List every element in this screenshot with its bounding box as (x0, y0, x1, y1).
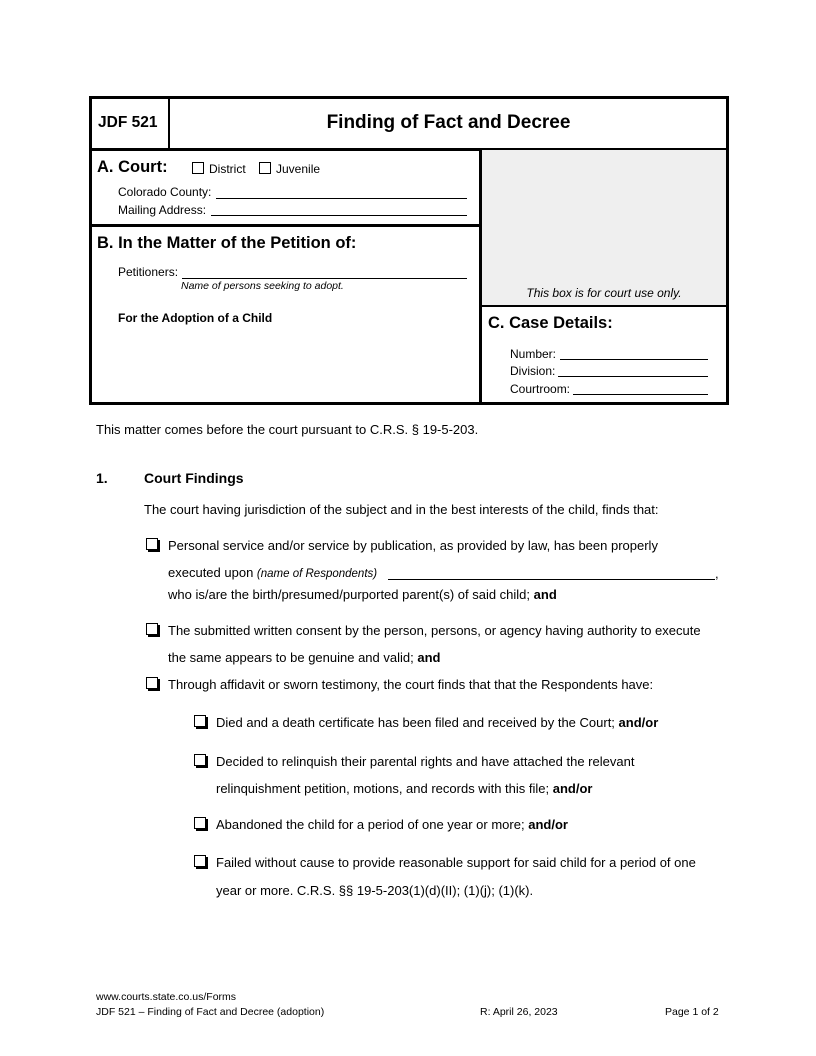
petitioners-label: Petitioners: (118, 265, 179, 279)
findings-heading: Court Findings (144, 470, 244, 486)
county-field[interactable] (216, 198, 467, 199)
item2-line1: The submitted written consent by the person, persons, or agency having authority to execute (168, 623, 701, 638)
intro-text: This matter comes before the court pursuant to C.R.S. § 19-5-203. (96, 422, 479, 437)
abandoned-checkbox[interactable] (194, 817, 206, 829)
consent-checkbox[interactable] (146, 623, 158, 635)
mailing-label: Mailing Address: (118, 203, 207, 217)
item1-comma: , (715, 566, 719, 581)
court-use-note: This box is for court use only. (526, 286, 682, 300)
courtroom-field[interactable] (573, 394, 708, 395)
sub1-text: Died and a death certificate has been filed and received by the Court; and/or (216, 715, 659, 730)
sub2-line1: Decided to relinquish their parental rights and have attached the relevant (216, 754, 635, 769)
respondents-name-field[interactable] (388, 579, 715, 580)
petitioners-field[interactable] (182, 278, 467, 279)
case-number-label: Number: (510, 347, 557, 361)
juvenile-option[interactable]: Juvenile (259, 162, 320, 176)
court-use-area (482, 150, 726, 305)
form-id: JDF 521 (98, 114, 158, 131)
adoption-line: For the Adoption of a Child (118, 311, 273, 325)
district-option[interactable]: District (192, 162, 246, 176)
district-checkbox[interactable] (192, 162, 204, 174)
item1-line3: who is/are the birth/presumed/purported parent(s) of said child; and (168, 587, 557, 602)
sub4-line2: year or more. C.R.S. §§ 19-5-203(1)(d)(II); (1)(j); (1)(k). (216, 883, 534, 898)
relinquish-checkbox[interactable] (194, 754, 206, 766)
respondents-hint: (name of Respondents) (256, 568, 378, 580)
findings-lead: The court having jurisdiction of the subject and in the best interests of the child, finds that: (144, 502, 659, 517)
footer-revision: R: April 26, 2023 (480, 1006, 558, 1018)
division-field[interactable] (558, 376, 708, 377)
section-a-b-divider (89, 224, 481, 227)
section-a-heading: A. Court: (97, 158, 168, 176)
failed-support-checkbox[interactable] (194, 855, 206, 867)
section-c-heading: C. Case Details: (488, 314, 613, 332)
item3-text: Through affidavit or sworn testimony, the court finds that that the Respondents have: (168, 677, 654, 692)
courtroom-label: Courtroom: (510, 382, 571, 396)
division-label: Division: (510, 364, 556, 378)
sub2-line2: relinquishment petition, motions, and records with this file; and/or (216, 781, 593, 796)
petitioners-hint: Name of persons seeking to adopt. (181, 280, 344, 292)
service-checkbox[interactable] (146, 538, 158, 550)
item2-line2: the same appears to be genuine and valid; and (168, 650, 441, 665)
died-checkbox[interactable] (194, 715, 206, 727)
footer-page: Page 1 of 2 (665, 1006, 719, 1018)
findings-number: 1. (96, 470, 108, 486)
sub4-line1: Failed without cause to provide reasonable support for said child for a period of one (216, 855, 696, 870)
footer-form-name: JDF 521 – Finding of Fact and Decree (adoption) (96, 1006, 325, 1018)
sub3-text: Abandoned the child for a period of one year or more; and/or (216, 817, 568, 832)
affidavit-checkbox[interactable] (146, 677, 158, 689)
case-number-field[interactable] (560, 359, 708, 360)
county-label: Colorado County: (118, 185, 212, 199)
form-title: Finding of Fact and Decree (326, 112, 571, 133)
juvenile-checkbox[interactable] (259, 162, 271, 174)
item1-line1: Personal service and/or service by publication, as provided by law, has been properly (168, 538, 658, 553)
section-b-heading: B. In the Matter of the Petition of: (97, 234, 357, 252)
mailing-address-field[interactable] (211, 215, 467, 216)
item1-line2: executed upon (name of Respondents) (168, 565, 378, 580)
footer-website: www.courts.state.co.us/Forms (96, 991, 237, 1003)
